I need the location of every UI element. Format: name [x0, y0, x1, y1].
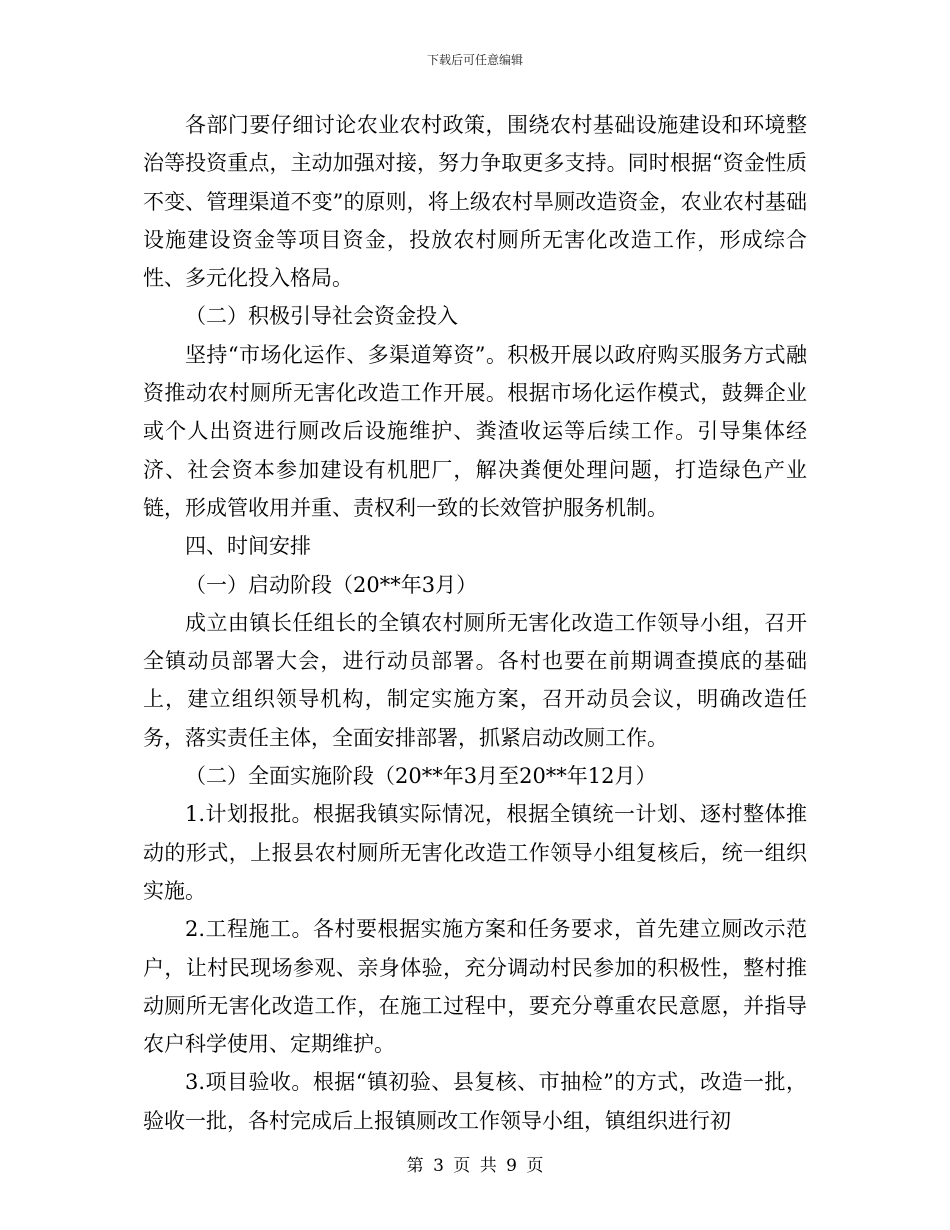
subheading-social-capital: （二）积极引导社会资金投入	[185, 304, 458, 329]
paragraph-launch-phase: 成立由镇长任组长的全镇农村厕所无害化改造工作领导小组，召开全镇动员部署大会，进行动员部署。各村也要在前期调查摸底的基础上，建立组织领导机构，制定实施方案，召开动员会议，明确改造任务，落实责任主体，全面安排部署，抓紧启动改厕工作。	[143, 610, 807, 750]
subheading-implementation-phase: （二）全面实施阶段（20**年3月至20**年12月）	[185, 764, 657, 789]
document-body	[143, 106, 807, 1140]
paragraph-plan-approval: 1.计划报批。根据我镇实际情况，根据全镇统一计划、逐村整体推动的形式，上报县农村厕所无害化改造工作领导小组复核后，统一组织实施。	[143, 802, 807, 903]
subheading-launch-phase: （一）启动阶段（20**年3月）	[185, 572, 478, 597]
page-number: 第 3 页 共 9 页	[406, 1156, 544, 1176]
paragraph-acceptance: 3.项目验收。根据“镇初验、县复核、市抽检”的方式，改造一批，验收一批，各村完成后上报镇厕改工作领导小组，镇组织进行初	[143, 1070, 807, 1133]
paragraph-market-operation: 坚持“市场化运作、多渠道筹资”。积极开展以政府购买服务方式融资推动农村厕所无害化改造工作开展。根据市场化运作模式，鼓舞企业或个人出资进行厕改后设施维护、粪渣收运等后续工作。引导集体经济、社会资本参加建设有机肥厂，解决粪便处理问题，打造绿色产业链，形成管收用并重、责权利一致的长效管护服务机制。	[143, 342, 807, 520]
heading-schedule: 四、时间安排	[185, 534, 311, 559]
paragraph-funding-integration: 各部门要仔细讨论农业农村政策，围绕农村基础设施建设和环境整治等投资重点，主动加强对接，努力争取更多支持。同时根据“资金性质不变、管理渠道不变”的原则，将上级农村旱厕改造资金，农业农村基础设施建设资金等项目资金，投放农村厕所无害化改造工作，形成综合性、多元化投入格局。	[143, 113, 807, 291]
paragraph-construction: 2.工程施工。各村要根据实施方案和任务要求，首先建立厕改示范户，让村民现场参观、亲身体验，充分调动村民参加的积极性，整村推动厕所无害化改造工作，在施工过程中，要充分尊重农民意愿，并指导农户科学使用、定期维护。	[143, 917, 807, 1057]
page-header: 下载后可任意编辑	[426, 53, 523, 67]
